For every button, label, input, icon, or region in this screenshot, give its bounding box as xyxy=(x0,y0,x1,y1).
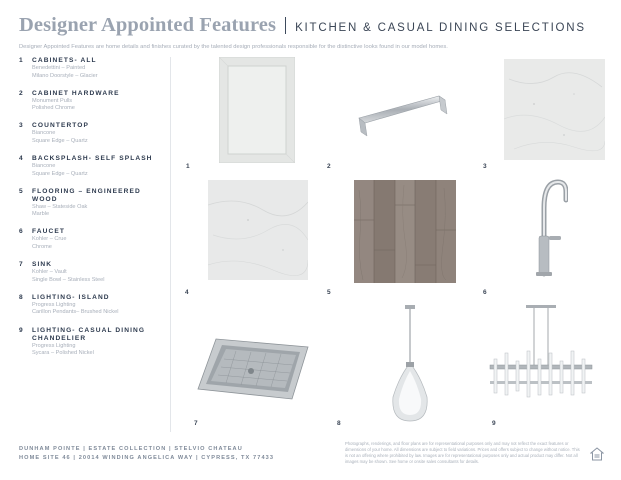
list-item xyxy=(19,155,169,178)
item-detail: Marble xyxy=(32,211,50,218)
page-header xyxy=(19,14,609,50)
image-number: 8 xyxy=(337,420,341,427)
disclaimer-text: Photographs, renderings, and floor plans are for representational purposes only and may not reflect the exact features or dimensions of your home. All dimensions are subject to field variations. Prices and offers subject to change without notice. This is not an offering where prohibited by law. Images are for representational purposes only and actual product may differ. Not all images may be shown. See home or onsite sales consultants for details. xyxy=(345,441,580,465)
list-item xyxy=(19,261,169,284)
list-item xyxy=(19,122,169,145)
column-divider xyxy=(170,57,171,432)
list-item xyxy=(19,327,169,358)
item-detail: Carillon Pendants– Brushed Nickel xyxy=(32,309,119,316)
wood-flooring-image xyxy=(354,180,456,283)
chandelier-image xyxy=(486,305,596,405)
address-line: HOME SITE 46 | 20014 WINDING ANGELICA WAY | CYPRESS, TX 77433 xyxy=(19,455,275,461)
image-number: 4 xyxy=(185,289,189,296)
item-detail: Chrome xyxy=(32,244,52,251)
backsplash-quartz-image xyxy=(208,180,308,280)
image-number: 9 xyxy=(492,420,496,427)
image-number: 2 xyxy=(327,163,331,170)
sink-image xyxy=(196,337,310,401)
community-line: DUNHAM POINTE | ESTATE COLLECTION | STELVIO CHATEAU xyxy=(19,446,243,452)
item-title: FAUCET xyxy=(32,228,65,236)
item-detail: Shaw – Stateside Oak xyxy=(32,203,88,210)
item-number: 8 xyxy=(19,293,23,301)
item-detail: Square Edge – Quartz xyxy=(32,170,88,177)
selections-list xyxy=(19,57,169,367)
item-detail: Single Bowl – Stainless Steel xyxy=(32,276,105,283)
item-number: 2 xyxy=(19,89,23,97)
item-number: 7 xyxy=(19,261,23,269)
list-item xyxy=(19,57,169,80)
item-detail: Kohler – Vault xyxy=(32,269,67,276)
item-detail: Progress Lighting xyxy=(32,342,76,349)
intro-text: Designer Appointed Features are home details and finishes curated by the talented design professionals responsible for the distinctive looks found in our model homes. xyxy=(19,44,448,50)
list-item xyxy=(19,90,169,113)
item-detail: Milano Doorstyle – Glacier xyxy=(32,72,98,79)
cabinet-door-image xyxy=(219,57,295,163)
image-number: 6 xyxy=(483,289,487,296)
title-divider xyxy=(285,17,286,34)
pendant-light-image xyxy=(385,305,435,423)
image-number: 7 xyxy=(194,420,198,427)
item-title: SINK xyxy=(32,261,53,269)
item-number: 3 xyxy=(19,122,23,130)
item-title: BACKSPLASH- SELF SPLASH xyxy=(32,155,153,163)
item-detail: Square Edge – Quartz xyxy=(32,137,88,144)
faucet-image xyxy=(528,178,568,278)
item-detail: Biancone xyxy=(32,130,56,137)
item-detail: Monument Pulls xyxy=(32,97,73,104)
image-number: 3 xyxy=(483,163,487,170)
item-detail: Polished Chrome xyxy=(32,105,75,112)
item-detail: Biancone xyxy=(32,163,56,170)
item-number: 9 xyxy=(19,326,23,334)
item-number: 1 xyxy=(19,57,23,64)
item-detail: Progress Lighting xyxy=(32,301,76,308)
list-item xyxy=(19,188,169,219)
item-detail: Benedettini – Painted xyxy=(32,65,86,71)
list-item xyxy=(19,228,169,251)
community-footer xyxy=(19,445,274,463)
item-number: 6 xyxy=(19,228,23,236)
item-detail: Kohler – Crue xyxy=(32,236,67,243)
item-title: LIGHTING- ISLAND xyxy=(32,293,110,301)
image-number: 5 xyxy=(327,289,331,296)
item-title: LIGHTING- CASUAL DINING CHANDELIER xyxy=(32,326,146,342)
item-number: 4 xyxy=(19,155,23,163)
item-title: FLOORING – ENGINEERED WOOD xyxy=(32,187,141,203)
page-subtitle: KITCHEN & CASUAL DINING SELECTIONS xyxy=(295,22,586,34)
item-detail: Sycara – Polished Nickel xyxy=(32,350,94,357)
equal-housing-icon xyxy=(590,447,604,466)
list-item xyxy=(19,294,169,317)
countertop-quartz-image xyxy=(504,59,605,160)
item-title: CABINET HARDWARE xyxy=(32,89,120,97)
item-title: COUNTERTOP xyxy=(32,122,90,130)
item-title: CABINETS- ALL xyxy=(32,57,97,64)
cabinet-pull-image xyxy=(355,90,451,140)
item-number: 5 xyxy=(19,187,23,195)
page-title: Designer Appointed Features xyxy=(19,14,277,36)
image-number: 1 xyxy=(186,163,190,170)
